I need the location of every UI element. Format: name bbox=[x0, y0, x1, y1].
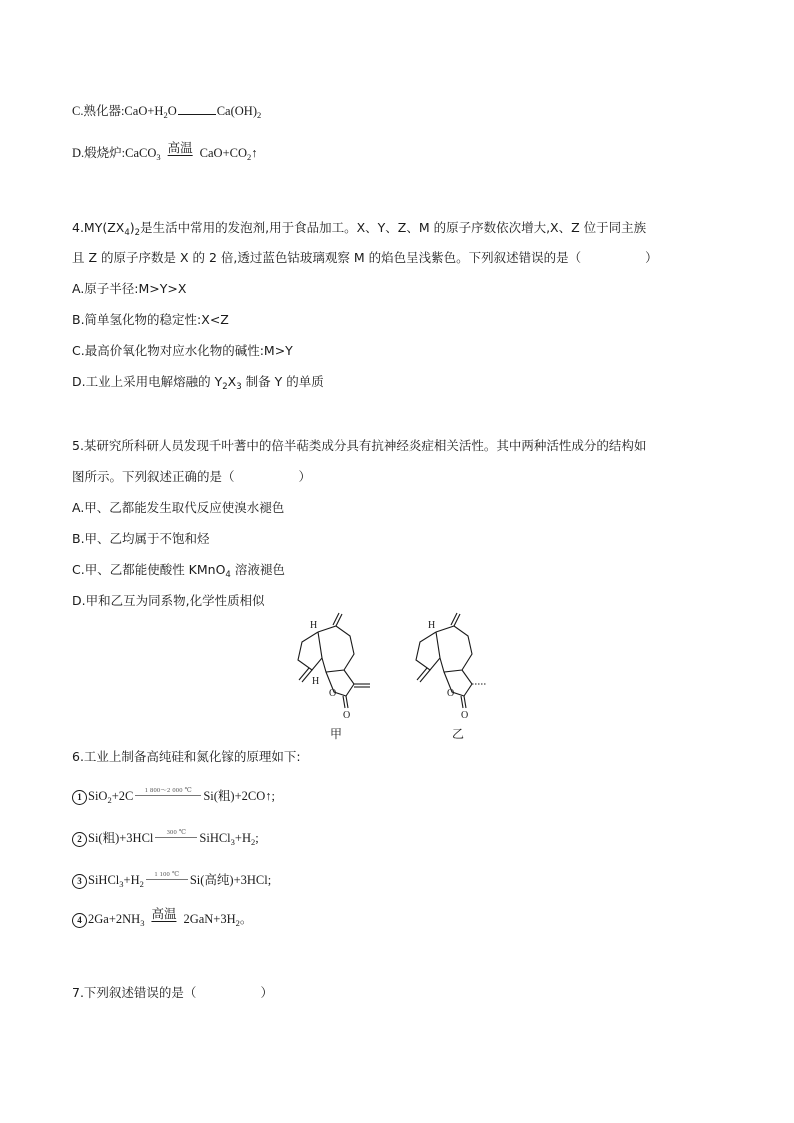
reaction-arrow: 1 800～2 000 ℃ bbox=[135, 787, 201, 801]
q4-option-b: B.简单氢化物的稳定性:X<Z bbox=[72, 312, 229, 327]
structure-drawings bbox=[280, 612, 510, 722]
q5-option-c: C.甲、乙都能使酸性 KMnO$_4$ 溶液褪色 bbox=[72, 562, 285, 580]
q4-stem-line1: $4.MY(ZX_4)_2$是生活中常用的发泡剂,用于食品加工。X、Y、Z、M 的原子序数依次增大,X、Z 位于同主族 bbox=[72, 220, 647, 238]
jia-atom-h-top: H bbox=[310, 620, 318, 631]
yi-atom-h-top: H bbox=[428, 620, 436, 631]
q5-option-a: A.甲、乙都能发生取代反应使溴水褪色 bbox=[72, 500, 285, 515]
structure-label-jia: 甲 bbox=[330, 727, 343, 741]
circled-number: 3 bbox=[72, 874, 87, 889]
q3-option-d: D.煅烧炉:CaCO$_3$高温 $CaO+CO_2↑$ bbox=[72, 141, 258, 162]
jia-atom-h-bottom: H bbox=[312, 676, 320, 687]
q5-option-b: B.甲、乙均属于不饱和烃 bbox=[72, 531, 210, 546]
q4-stem-line2: 且 Z 的原子序数是 X 的 2 倍,透过蓝色钴玻璃观察 M 的焰色呈浅紫色。下列叙述错误的是（ ） bbox=[72, 250, 658, 265]
reaction-arrow: 1 100 ℃ bbox=[146, 871, 188, 885]
circled-number: 4 bbox=[72, 913, 87, 928]
q6-reaction-2: 2 Si(粗)+3HCl 300 ℃ $SiHCl_3+H_2$; bbox=[72, 829, 259, 847]
yi-atom-o-carbonyl: O bbox=[461, 710, 469, 721]
q6-reaction-3: 3 $SiHCl_3+H_2$ 1 100 ℃ Si(高纯)+3HCl; bbox=[72, 871, 271, 889]
circled-number: 1 bbox=[72, 790, 87, 805]
q5-stem-line2: 图所示。下列叙述正确的是（ ） bbox=[72, 469, 312, 484]
equals-line bbox=[178, 104, 216, 115]
q7-stem: 7.下列叙述错误的是（ ） bbox=[72, 985, 273, 1000]
jia-atom-o-ring: O bbox=[329, 688, 337, 699]
q6-stem: 6.工业上制备高纯硅和氮化镓的原理如下: bbox=[72, 749, 301, 764]
structure-label-yi: 乙 bbox=[452, 727, 465, 741]
q4-option-d: D.工业上采用电解熔融的 $Y_2X_3$ 制备 Y 的单质 bbox=[72, 374, 324, 392]
q5-option-d: D.甲和乙互为同系物,化学性质相似 bbox=[72, 593, 265, 608]
reaction-condition: 高温 bbox=[167, 141, 193, 155]
q6-reaction-4: 4 $2Ga+2NH_3$高温 $2GaN+3H_2$。 bbox=[72, 910, 252, 928]
reaction-arrow: 300 ℃ bbox=[155, 829, 197, 843]
q3-option-c: C.熟化器$:CaO+H_2O$ $Ca(OH)_2$ bbox=[72, 104, 262, 120]
chemical-structures bbox=[280, 612, 510, 742]
q4-option-a: A.原子半径:M>Y>X bbox=[72, 281, 187, 296]
q5-stem-line1: 5.某研究所科研人员发现千叶蓍中的倍半萜类成分具有抗神经炎症相关活性。其中两种活性成分的结构如 bbox=[72, 438, 647, 453]
q6-reaction-1: 1 SiO$_2$+2C 1 800～2 000 ℃ Si(粗)+2CO↑; bbox=[72, 787, 275, 805]
q4-option-c: C.最高价氧化物对应水化物的碱性:M>Y bbox=[72, 343, 293, 358]
circled-number: 2 bbox=[72, 832, 87, 847]
yi-atom-o-ring: O bbox=[447, 688, 455, 699]
reaction-condition: 高温 bbox=[151, 907, 177, 921]
jia-atom-o-carbonyl: O bbox=[343, 710, 351, 721]
